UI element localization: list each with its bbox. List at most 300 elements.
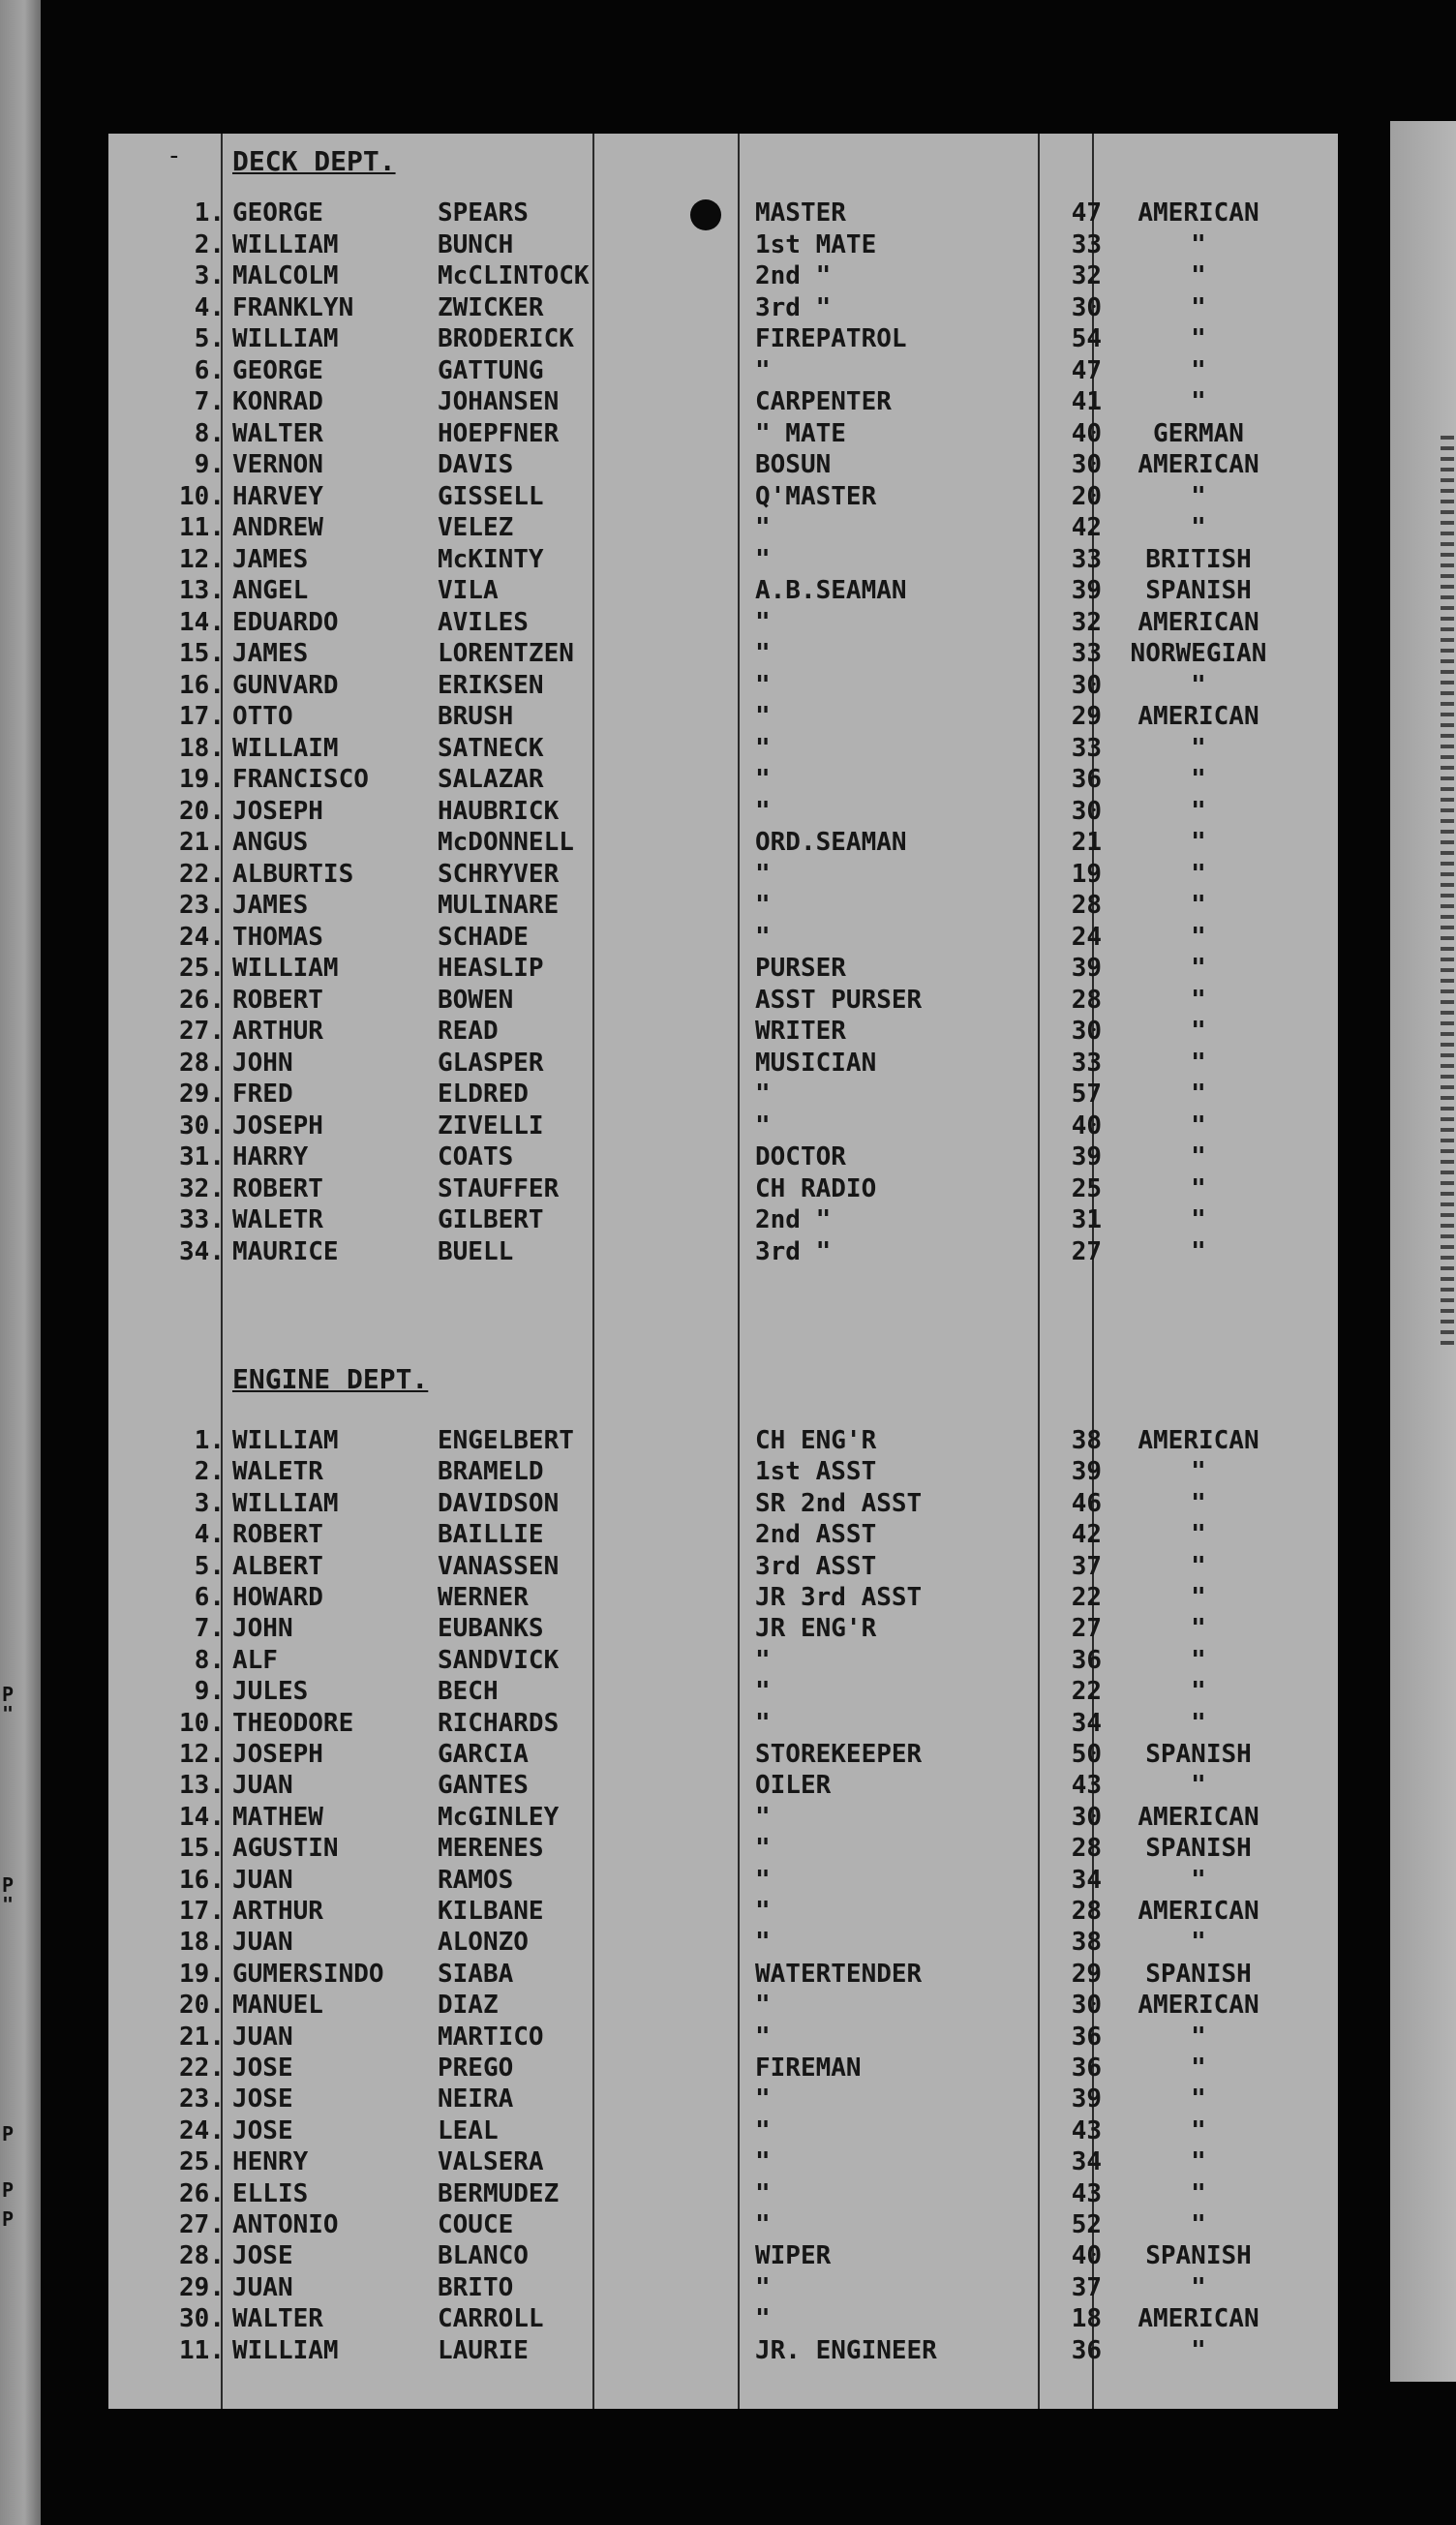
last-name: HAUBRICK xyxy=(438,796,560,826)
row-number: 12. xyxy=(179,544,225,574)
crew-row xyxy=(108,1865,1338,1896)
age: 22 xyxy=(1071,1583,1102,1612)
margin-mark: P xyxy=(2,2178,15,2202)
row-number: 15. xyxy=(179,1834,225,1864)
age: 29 xyxy=(1071,702,1102,731)
nationality: " xyxy=(1191,859,1206,889)
age: 34 xyxy=(1071,1708,1102,1738)
first-name: JULES xyxy=(232,1677,309,1707)
last-name: GISSELL xyxy=(438,481,544,511)
first-name: ARTHUR xyxy=(232,1897,323,1926)
nationality: " xyxy=(1191,1551,1206,1581)
rank: " xyxy=(755,1677,771,1707)
rank: STOREKEEPER xyxy=(755,1740,923,1769)
first-name: JOHN xyxy=(232,1048,293,1078)
row-number: 21. xyxy=(179,2022,225,2052)
crew-row xyxy=(108,1048,1338,1079)
rank: " xyxy=(755,1865,771,1895)
last-name: VALSERA xyxy=(438,2147,544,2177)
rank: JR 3rd ASST xyxy=(755,1583,923,1612)
margin-mark: " xyxy=(2,1893,15,1916)
first-name: JAMES xyxy=(232,544,309,574)
age: 30 xyxy=(1071,796,1102,826)
rank: ORD.SEAMAN xyxy=(755,828,907,857)
crew-row xyxy=(108,1896,1338,1927)
crew-row xyxy=(108,1802,1338,1833)
crew-row xyxy=(108,386,1338,417)
first-name: WALETR xyxy=(232,1205,323,1234)
margin-mark: P xyxy=(2,1873,15,1897)
nationality: AMERICAN xyxy=(1138,1991,1259,2021)
nationality: " xyxy=(1191,922,1206,952)
rank: " xyxy=(755,2178,771,2208)
row-number: 22. xyxy=(179,2053,225,2083)
first-name: JOSE xyxy=(232,2084,293,2114)
row-number: 14. xyxy=(179,607,225,637)
crew-row xyxy=(108,859,1338,890)
row-number: 23. xyxy=(179,891,225,920)
nationality: AMERICAN xyxy=(1138,1426,1259,1455)
row-number: 1. xyxy=(194,198,225,228)
age: 30 xyxy=(1071,1802,1102,1832)
age: 27 xyxy=(1071,1614,1102,1644)
age: 39 xyxy=(1071,2084,1102,2114)
nationality: " xyxy=(1191,1080,1206,1109)
first-name: MANUEL xyxy=(232,1991,323,2021)
nationality: AMERICAN xyxy=(1138,198,1259,228)
row-number: 26. xyxy=(179,2178,225,2208)
row-number: 28. xyxy=(179,1048,225,1078)
first-name: WALTER xyxy=(232,418,323,448)
rank: WIPER xyxy=(755,2241,832,2271)
nationality: " xyxy=(1191,1205,1206,1234)
row-number: 28. xyxy=(179,2241,225,2271)
crew-row xyxy=(108,323,1338,354)
row-number: 14. xyxy=(179,1802,225,1832)
last-name: BERMUDEZ xyxy=(438,2178,560,2208)
last-name: BAILLIE xyxy=(438,1520,544,1550)
rank: " xyxy=(755,639,771,668)
age: 33 xyxy=(1071,1048,1102,1078)
nationality: " xyxy=(1191,2210,1206,2239)
nationality: " xyxy=(1191,513,1206,542)
nationality: " xyxy=(1191,1583,1206,1612)
first-name: ALBURTIS xyxy=(232,859,354,889)
first-name: ROBERT xyxy=(232,1520,323,1550)
age: 33 xyxy=(1071,639,1102,668)
first-name: JOSEPH xyxy=(232,796,323,826)
last-name: COATS xyxy=(438,1142,514,1171)
nationality: " xyxy=(1191,2022,1206,2052)
row-number: 27. xyxy=(179,1017,225,1046)
first-name: ANGEL xyxy=(232,576,309,605)
age: 37 xyxy=(1071,2272,1102,2302)
row-number: 29. xyxy=(179,1080,225,1109)
row-number: 10. xyxy=(179,1708,225,1738)
age: 30 xyxy=(1071,1017,1102,1046)
nationality: AMERICAN xyxy=(1138,2304,1259,2334)
first-name: JUAN xyxy=(232,2022,293,2052)
last-name: RAMOS xyxy=(438,1865,514,1895)
first-name: WILLIAM xyxy=(232,324,339,353)
crew-row xyxy=(108,2053,1338,2084)
row-number: 6. xyxy=(194,1583,225,1612)
last-name: CARROLL xyxy=(438,2304,544,2334)
rank: " xyxy=(755,1897,771,1926)
rank: " xyxy=(755,2304,771,2334)
first-name: WILLIAM xyxy=(232,2335,339,2365)
rank: " xyxy=(755,891,771,920)
rank: " xyxy=(755,670,771,700)
rank: " xyxy=(755,2147,771,2177)
row-number: 31. xyxy=(179,1142,225,1171)
first-name: WILLIAM xyxy=(232,954,339,983)
first-name: MATHEW xyxy=(232,1802,323,1832)
last-name: ENGELBERT xyxy=(438,1426,574,1455)
first-name: JUAN xyxy=(232,1771,293,1801)
nationality: " xyxy=(1191,954,1206,983)
age: 40 xyxy=(1071,1110,1102,1141)
last-name: SALAZAR xyxy=(438,765,544,794)
nationality: " xyxy=(1191,1110,1206,1141)
first-name: ROBERT xyxy=(232,1173,323,1203)
last-name: ELDRED xyxy=(438,1080,529,1109)
row-number: 5. xyxy=(194,324,225,353)
last-name: EUBANKS xyxy=(438,1614,544,1644)
age: 22 xyxy=(1071,1677,1102,1707)
last-name: READ xyxy=(438,1017,499,1046)
first-name: ROBERT xyxy=(232,985,323,1015)
margin-mark: P xyxy=(2,2122,15,2145)
first-name: JOSE xyxy=(232,2115,293,2145)
first-name: JOSE xyxy=(232,2241,293,2271)
row-number: 11. xyxy=(179,513,225,542)
age: 27 xyxy=(1071,1236,1102,1266)
age: 18 xyxy=(1071,2304,1102,2334)
row-number: 34. xyxy=(179,1236,225,1266)
crew-row xyxy=(108,2084,1338,2114)
last-name: MERENES xyxy=(438,1834,544,1864)
rank: WATERTENDER xyxy=(755,1959,923,1989)
nationality: " xyxy=(1191,796,1206,826)
age: 28 xyxy=(1071,985,1102,1015)
age: 30 xyxy=(1071,292,1102,322)
row-number: 30. xyxy=(179,2304,225,2334)
row-number: 20. xyxy=(179,796,225,826)
first-name: MALCOLM xyxy=(232,261,339,290)
crew-row xyxy=(108,2240,1338,2271)
last-name: SATNECK xyxy=(438,733,544,763)
last-name: VILA xyxy=(438,576,499,605)
rank: " xyxy=(755,607,771,637)
crew-row xyxy=(108,2303,1338,2334)
crew-row xyxy=(108,2209,1338,2240)
age: 57 xyxy=(1071,1080,1102,1109)
row-number: 19. xyxy=(179,1959,225,1989)
nationality: " xyxy=(1191,1017,1206,1046)
rank: CH ENG'R xyxy=(755,1426,877,1455)
crew-row xyxy=(108,953,1338,984)
deck-dept-title: DECK DEPT. xyxy=(232,145,396,177)
row-number: 32. xyxy=(179,1173,225,1203)
first-name: HARVEY xyxy=(232,481,323,511)
age: 32 xyxy=(1071,607,1102,637)
row-number: 18. xyxy=(179,733,225,763)
row-number: 13. xyxy=(179,576,225,605)
nationality: " xyxy=(1191,1488,1206,1518)
row-number: 4. xyxy=(194,292,225,322)
first-name: VERNON xyxy=(232,450,323,479)
last-name: VELEZ xyxy=(438,513,514,542)
rank: " xyxy=(755,1708,771,1738)
rank: " MATE xyxy=(755,418,846,448)
row-number: 5. xyxy=(194,1551,225,1581)
crew-row xyxy=(108,2115,1338,2146)
nationality: " xyxy=(1191,1771,1206,1801)
age: 47 xyxy=(1071,355,1102,385)
nationality: AMERICAN xyxy=(1138,1897,1259,1926)
rank: A.B.SEAMAN xyxy=(755,576,907,605)
first-name: THOMAS xyxy=(232,922,323,952)
row-number: 10. xyxy=(179,481,225,511)
row-number: 2. xyxy=(194,1457,225,1487)
age: 32 xyxy=(1071,261,1102,290)
nationality: " xyxy=(1191,1645,1206,1675)
crew-row xyxy=(108,198,1338,228)
rank: " xyxy=(755,765,771,794)
crew-row xyxy=(108,1645,1338,1676)
row-number: 19. xyxy=(179,765,225,794)
first-name: JUAN xyxy=(232,1865,293,1895)
last-name: KILBANE xyxy=(438,1897,544,1926)
row-number: 16. xyxy=(179,670,225,700)
nationality: " xyxy=(1191,1520,1206,1550)
age: 50 xyxy=(1071,1740,1102,1769)
rank: 3rd " xyxy=(755,292,832,322)
nationality: BRITISH xyxy=(1145,544,1252,574)
age: 47 xyxy=(1071,198,1102,228)
first-name: MAURICE xyxy=(232,1236,339,1266)
rank: " xyxy=(755,1110,771,1141)
rank: " xyxy=(755,859,771,889)
nationality: " xyxy=(1191,2335,1206,2365)
first-name: AGUSTIN xyxy=(232,1834,339,1864)
first-name: JOSEPH xyxy=(232,1110,323,1141)
manifest-sheet xyxy=(108,134,1338,2409)
rank: " xyxy=(755,2272,771,2302)
first-name: ELLIS xyxy=(232,2178,309,2208)
crew-row xyxy=(108,1110,1338,1141)
engine-dept-title: ENGINE DEPT. xyxy=(232,1363,429,1395)
age: 39 xyxy=(1071,954,1102,983)
rank: JR. ENGINEER xyxy=(755,2335,937,2365)
crew-row xyxy=(108,796,1338,827)
first-name: WALTER xyxy=(232,2304,323,2334)
last-name: MARTICO xyxy=(438,2022,544,2052)
row-number: 25. xyxy=(179,2147,225,2177)
rank: " xyxy=(755,733,771,763)
last-name: DIAZ xyxy=(438,1991,499,2021)
crew-row xyxy=(108,638,1338,669)
age: 43 xyxy=(1071,2178,1102,2208)
crew-row xyxy=(108,575,1338,606)
last-name: AVILES xyxy=(438,607,529,637)
first-name: ANGUS xyxy=(232,828,309,857)
crew-row xyxy=(108,890,1338,921)
first-name: EDUARDO xyxy=(232,607,339,637)
crew-row xyxy=(108,1456,1338,1487)
rank: " xyxy=(755,2115,771,2145)
rank: " xyxy=(755,1802,771,1832)
first-name: WALETR xyxy=(232,1457,323,1487)
last-name: COUCE xyxy=(438,2210,514,2239)
row-number: 2. xyxy=(194,229,225,259)
nationality: " xyxy=(1191,1865,1206,1895)
age: 39 xyxy=(1071,1457,1102,1487)
crew-row xyxy=(108,1488,1338,1519)
crew-row xyxy=(108,1582,1338,1613)
nationality: " xyxy=(1191,2115,1206,2145)
first-name: WILLAIM xyxy=(232,733,339,763)
row-number: 1. xyxy=(194,1426,225,1455)
age: 38 xyxy=(1071,1928,1102,1958)
last-name: BUELL xyxy=(438,1236,514,1266)
age: 46 xyxy=(1071,1488,1102,1518)
crew-row xyxy=(108,733,1338,764)
row-number: 24. xyxy=(179,2115,225,2145)
crew-row xyxy=(108,827,1338,858)
rank: " xyxy=(755,2210,771,2239)
age: 39 xyxy=(1071,576,1102,605)
crew-row xyxy=(108,1016,1338,1047)
crew-row xyxy=(108,1173,1338,1204)
last-name: ERIKSEN xyxy=(438,670,544,700)
last-name: McGINLEY xyxy=(438,1802,560,1832)
last-name: McKINTY xyxy=(438,544,544,574)
age: 29 xyxy=(1071,1959,1102,1989)
nationality: " xyxy=(1191,355,1206,385)
age: 24 xyxy=(1071,922,1102,952)
first-name: JOSEPH xyxy=(232,1740,323,1769)
row-number: 20. xyxy=(179,1991,225,2021)
rank: FIREMAN xyxy=(755,2053,862,2083)
rank: " xyxy=(755,1928,771,1958)
nationality: AMERICAN xyxy=(1138,1802,1259,1832)
age: 30 xyxy=(1071,1991,1102,2021)
rank: " xyxy=(755,1991,771,2021)
crew-row xyxy=(108,1613,1338,1644)
row-number: 9. xyxy=(194,1677,225,1707)
first-name: HARRY xyxy=(232,1142,309,1171)
rank: WRITER xyxy=(755,1017,846,1046)
crew-row xyxy=(108,1833,1338,1864)
age: 33 xyxy=(1071,229,1102,259)
nationality: AMERICAN xyxy=(1138,607,1259,637)
age: 54 xyxy=(1071,324,1102,353)
last-name: DAVIS xyxy=(438,450,514,479)
age: 30 xyxy=(1071,450,1102,479)
rank: 3rd " xyxy=(755,1236,832,1266)
rank: OILER xyxy=(755,1771,832,1801)
row-number: 17. xyxy=(179,1897,225,1926)
crew-row xyxy=(108,2335,1338,2366)
adjacent-page-left xyxy=(0,0,41,2525)
rank: CARPENTER xyxy=(755,387,892,416)
last-name: ZWICKER xyxy=(438,292,544,322)
last-name: JOHANSEN xyxy=(438,387,560,416)
rank: " xyxy=(755,1834,771,1864)
rank: 2nd " xyxy=(755,261,832,290)
rank: BOSUN xyxy=(755,450,832,479)
last-name: VANASSEN xyxy=(438,1551,560,1581)
row-number: 30. xyxy=(179,1110,225,1141)
age: 43 xyxy=(1071,1771,1102,1801)
rank: MASTER xyxy=(755,198,846,228)
row-number: 15. xyxy=(179,639,225,668)
row-number: 7. xyxy=(194,387,225,416)
rank: 2nd " xyxy=(755,1205,832,1234)
age: 43 xyxy=(1071,2115,1102,2145)
last-name: HEASLIP xyxy=(438,954,544,983)
last-name: NEIRA xyxy=(438,2084,514,2114)
crew-row xyxy=(108,1551,1338,1582)
last-name: SCHADE xyxy=(438,922,529,952)
crew-row xyxy=(108,292,1338,323)
nationality: " xyxy=(1191,1457,1206,1487)
nationality: " xyxy=(1191,1048,1206,1078)
first-name: ALF xyxy=(232,1645,278,1675)
row-number: 17. xyxy=(179,702,225,731)
nationality: " xyxy=(1191,261,1206,290)
crew-row xyxy=(108,1739,1338,1770)
first-name: ANDREW xyxy=(232,513,323,542)
rank: SR 2nd ASST xyxy=(755,1488,923,1518)
nationality: " xyxy=(1191,229,1206,259)
crew-row xyxy=(108,544,1338,575)
age: 52 xyxy=(1071,2210,1102,2239)
nationality: " xyxy=(1191,2178,1206,2208)
nationality: " xyxy=(1191,324,1206,353)
rank: " xyxy=(755,544,771,574)
last-name: SIABA xyxy=(438,1959,514,1989)
crew-row xyxy=(108,1676,1338,1707)
row-number: 9. xyxy=(194,450,225,479)
last-name: MULINARE xyxy=(438,891,560,920)
first-name: FRANCISCO xyxy=(232,765,369,794)
nationality: " xyxy=(1191,292,1206,322)
first-name: JAMES xyxy=(232,639,309,668)
age: 36 xyxy=(1071,2335,1102,2365)
row-number: 33. xyxy=(179,1205,225,1234)
last-name: DAVIDSON xyxy=(438,1488,560,1518)
nationality: " xyxy=(1191,1142,1206,1171)
crew-row xyxy=(108,2022,1338,2053)
crew-row xyxy=(108,1079,1338,1110)
rank: MUSICIAN xyxy=(755,1048,877,1078)
nationality: AMERICAN xyxy=(1138,450,1259,479)
last-name: GILBERT xyxy=(438,1205,544,1234)
last-name: BRITO xyxy=(438,2272,514,2302)
crew-row xyxy=(108,985,1338,1016)
age: 42 xyxy=(1071,513,1102,542)
rank: 2nd ASST xyxy=(755,1520,877,1550)
age: 36 xyxy=(1071,2022,1102,2052)
nationality: " xyxy=(1191,1677,1206,1707)
rank: " xyxy=(755,513,771,542)
age: 19 xyxy=(1071,859,1102,889)
last-name: GARCIA xyxy=(438,1740,529,1769)
first-name: ARTHUR xyxy=(232,1017,323,1046)
